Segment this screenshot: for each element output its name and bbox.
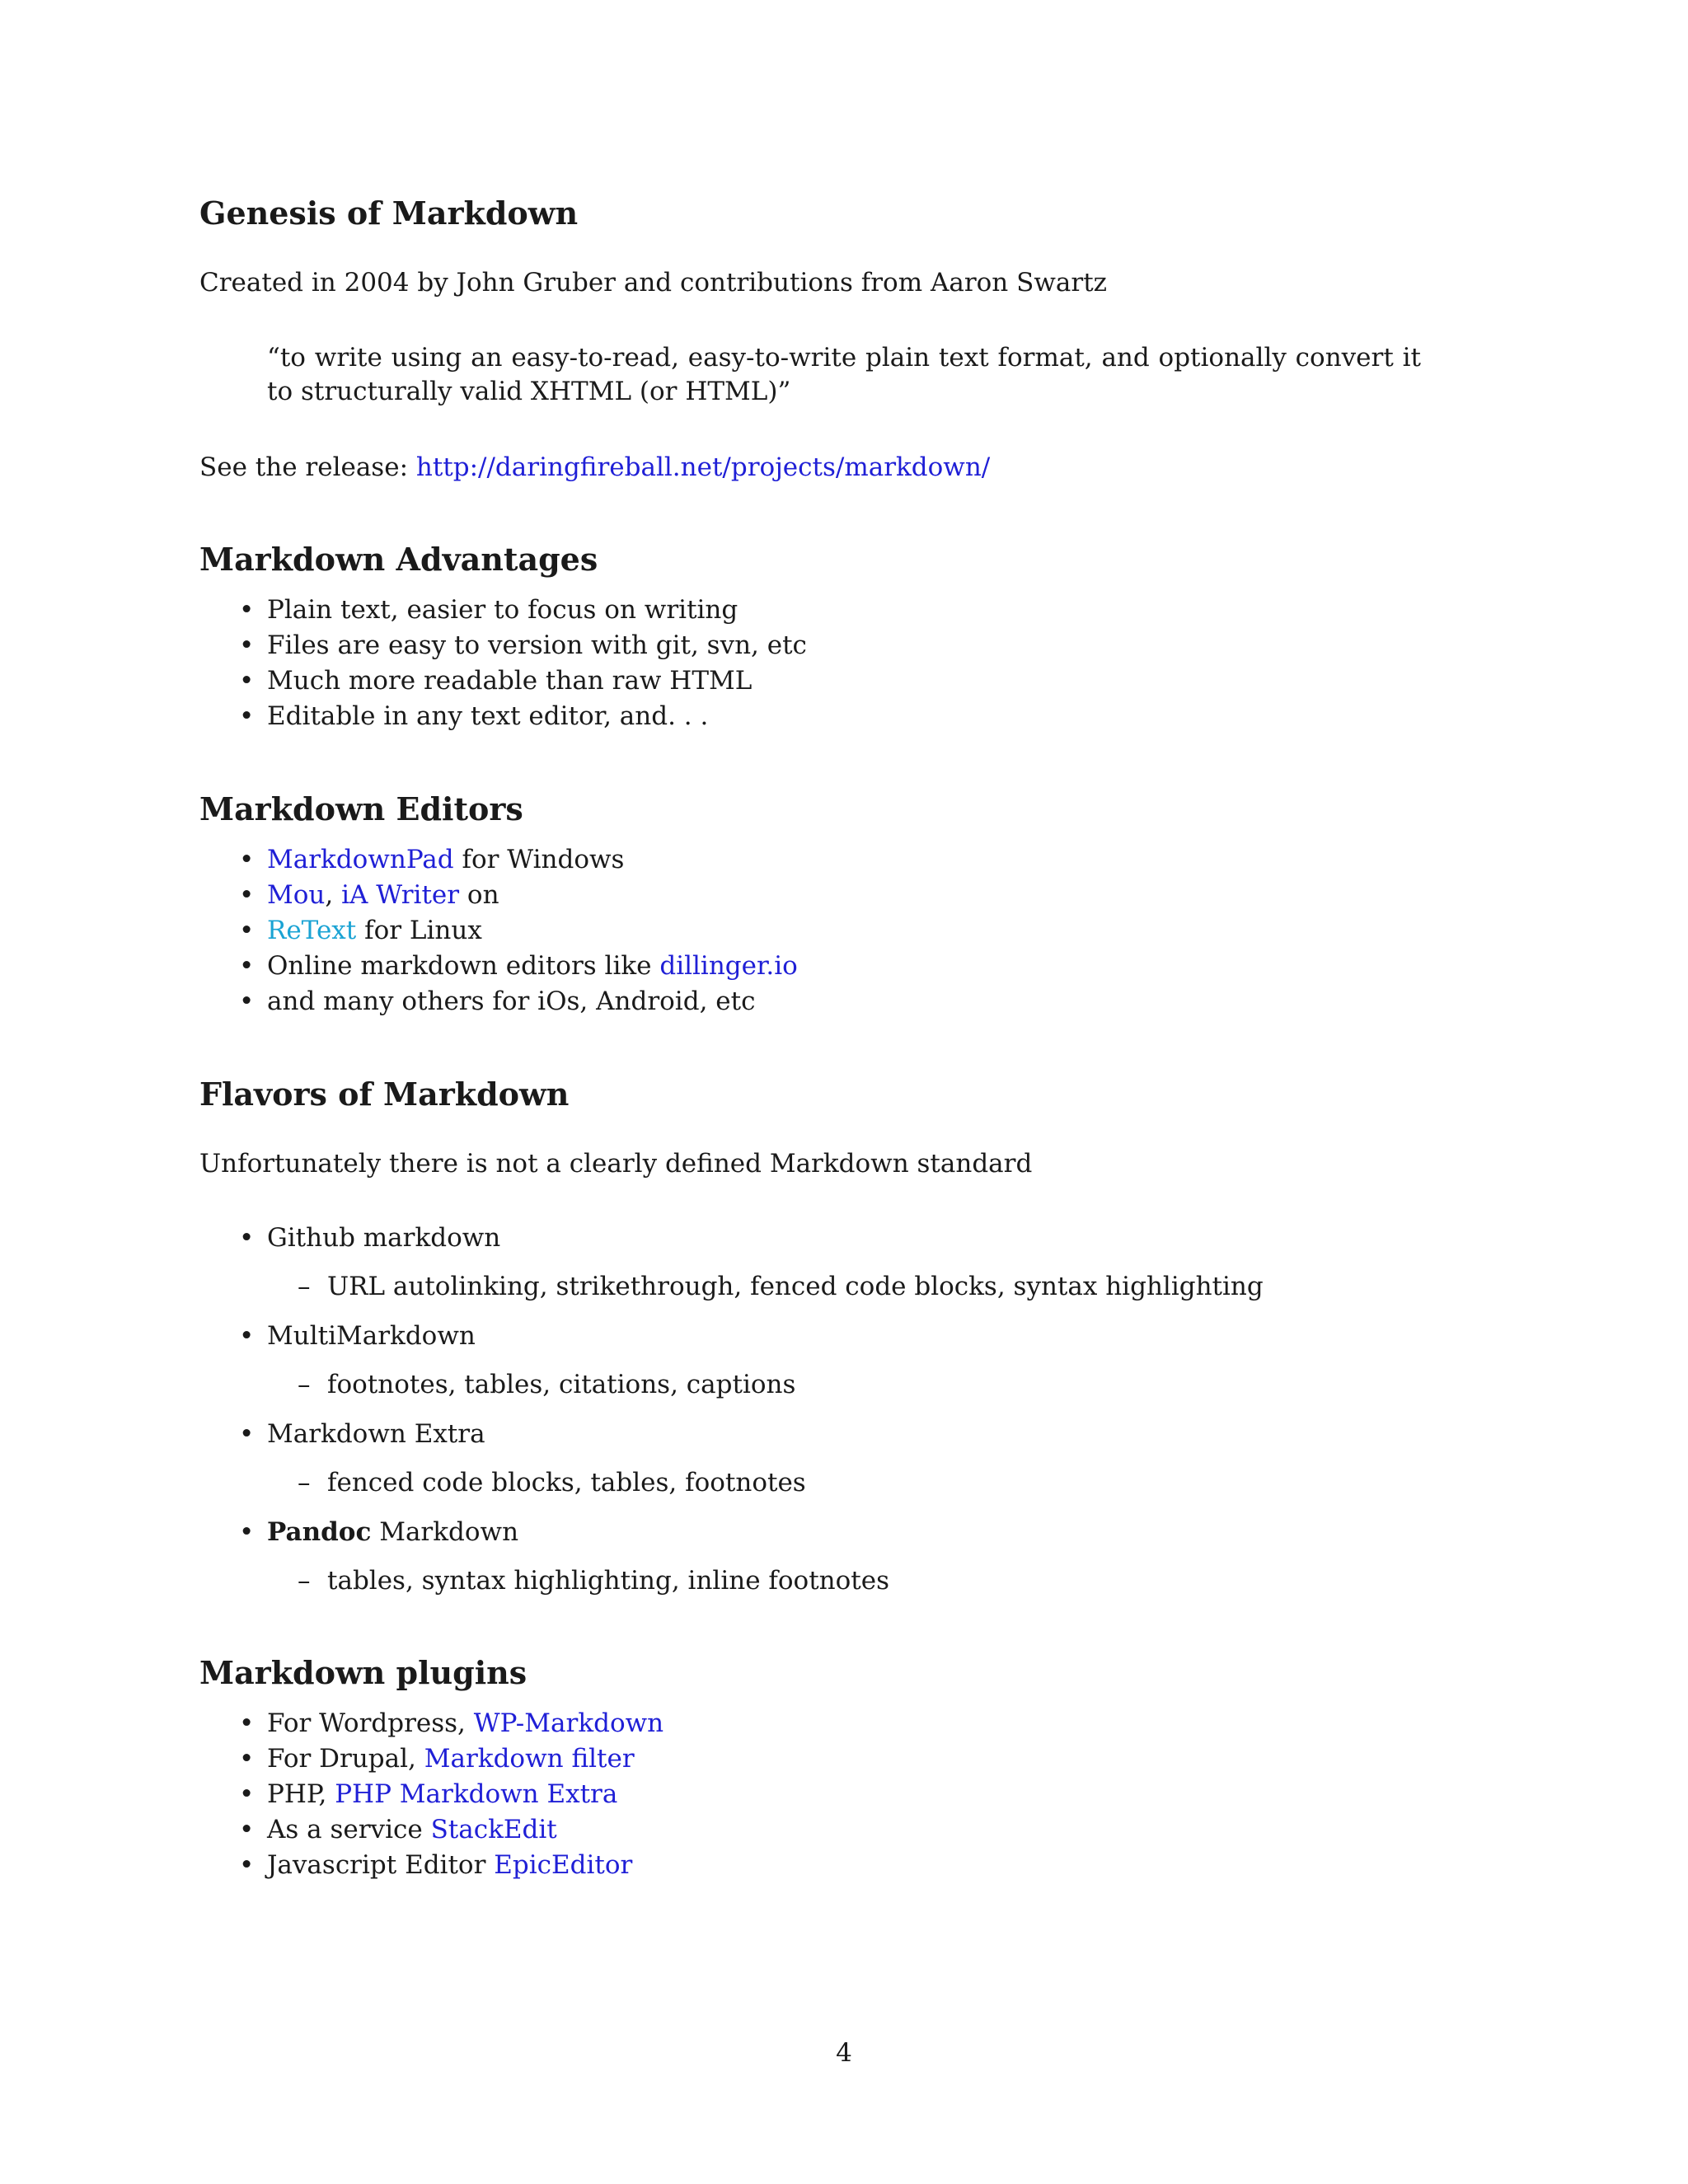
document-page — [199, 0, 1489, 2184]
editors-item-4-text: Online markdown editors like — [267, 951, 660, 981]
genesis-intro: Created in 2004 by John Gruber and contributions from Aaron Swartz — [199, 268, 1107, 298]
flavors-sub-pandoc: – tables, syntax highlighting, inline footnotes — [327, 1568, 889, 1594]
genesis-quote: “to write using an easy-to-read, easy-to-write plain text format, and optionally convert it to structurally valid XHTML (or HTML)” — [267, 343, 1421, 406]
editors-item-2 — [267, 880, 499, 910]
plugins-item-4 — [267, 1817, 557, 1843]
flavors-intro: Unfortunately there is not a clearly defined Markdown standard — [199, 1149, 1033, 1179]
stackedit-link[interactable]: StackEdit — [430, 1815, 557, 1844]
retext-link[interactable]: ReText — [267, 916, 357, 945]
editors-item-3 — [267, 918, 482, 944]
editors-item-1 — [267, 847, 624, 873]
editors-item-2-text: on — [459, 880, 499, 910]
heading-editors: Markdown Editors — [199, 790, 523, 827]
editors-item-5: • and many others for iOs, Android, etc — [267, 989, 755, 1015]
heading-flavors: Flavors of Markdown — [199, 1076, 570, 1113]
plugins-item-5-text: Javascript Editor — [267, 1850, 495, 1880]
markdown-filter-link[interactable]: Markdown filter — [424, 1744, 635, 1774]
dillinger-link[interactable]: dillinger.io — [659, 951, 798, 981]
php-markdown-extra-link[interactable]: PHP Markdown Extra — [335, 1779, 618, 1809]
flavors-item-extra: • Markdown Extra — [267, 1422, 485, 1447]
plugins-item-3-text: PHP, — [267, 1779, 335, 1809]
plugins-item-1-text: For Wordpress, — [267, 1708, 474, 1738]
pandoc-bold: Pandoc — [267, 1517, 372, 1547]
plugins-item-4-text: As a service — [267, 1815, 431, 1844]
editors-item-1-text: for Windows — [453, 845, 625, 874]
wp-markdown-link[interactable]: WP-Markdown — [473, 1708, 664, 1738]
flavors-sub-extra: – fenced code blocks, tables, footnotes — [327, 1470, 806, 1496]
ia-writer-link[interactable]: iA Writer — [341, 880, 460, 910]
flavors-item-github: • Github markdown — [267, 1226, 500, 1251]
plugins-item-5 — [267, 1850, 633, 1880]
plugins-item-2-text: For Drupal, — [267, 1744, 424, 1774]
advantages-item-4: • Editable in any text editor, and. . . — [267, 704, 708, 729]
mou-link[interactable]: Mou — [267, 880, 326, 910]
page-number: 4 — [836, 2038, 852, 2068]
plugins-item-1 — [267, 1708, 664, 1738]
release-line — [199, 452, 991, 482]
flavors-item-multimarkdown: • MultiMarkdown — [267, 1324, 476, 1349]
advantages-item-1: • Plain text, easier to focus on writing — [267, 598, 738, 623]
release-prefix: See the release: — [199, 452, 416, 482]
markdownpad-link[interactable]: MarkdownPad — [267, 845, 454, 874]
plugins-item-3 — [267, 1779, 618, 1809]
advantages-item-2: • Files are easy to version with git, svn, etc — [267, 633, 807, 658]
pandoc-rest: Markdown — [371, 1517, 519, 1547]
flavors-sub-multimarkdown: – footnotes, tables, citations, captions — [327, 1372, 795, 1398]
epiceditor-link[interactable]: EpicEditor — [494, 1850, 633, 1880]
heading-plugins: Markdown plugins — [199, 1654, 528, 1691]
editors-item-4 — [267, 951, 798, 981]
editors-item-2-sep: , — [325, 880, 342, 910]
heading-advantages: Markdown Advantages — [199, 541, 598, 578]
flavors-item-pandoc — [267, 1517, 519, 1547]
plugins-item-2 — [267, 1746, 635, 1772]
advantages-item-3: • Much more readable than raw HTML — [267, 668, 752, 694]
heading-genesis: Genesis of Markdown — [199, 194, 579, 232]
editors-item-3-text: for Linux — [356, 916, 482, 945]
flavors-sub-github: – URL autolinking, strikethrough, fenced code blocks, syntax highlighting — [327, 1274, 1264, 1300]
release-link[interactable]: http://daringfireball.net/projects/markdown/ — [415, 452, 991, 482]
